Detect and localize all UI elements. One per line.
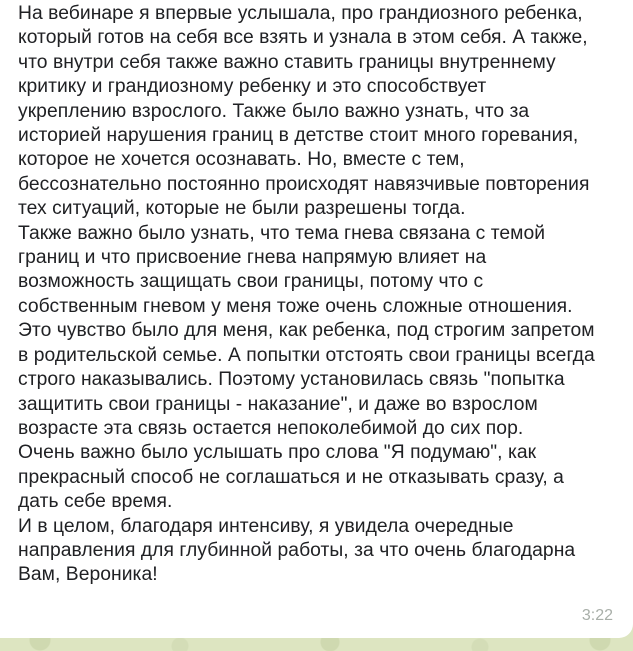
message-line: строго наказывались. Поэтому установилась связь "попытка (18, 369, 565, 391)
message-line: защитить свои границы - наказание", и даже во взрослом (18, 393, 538, 415)
message-line: прекрасный способ не соглашаться и не отказывать сразу, а (18, 466, 564, 488)
message-timestamp: 3:22 (581, 607, 613, 624)
message-text (18, 2, 615, 588)
message-line: И в целом, благодаря интенсиву, я увидела очередные (18, 515, 514, 537)
message-line: направления для глубинной работы, за что очень благодарна (18, 539, 576, 561)
message-line: тех ситуаций, которые не были разрешены тогда. (18, 198, 466, 220)
message-line: Это чувство было для меня, как ребенка, под строгим запретом (18, 320, 595, 342)
message-line: возможность защищать свои границы, потому что с (18, 271, 484, 293)
message-line: историей нарушения границ в детстве стоит много горевания, (18, 125, 579, 147)
message-line: укреплению взрослого. Также было важно узнать, что за (18, 100, 530, 122)
message-line: На вебинаре я впервые услышала, про грандиозного ребенка, (18, 3, 583, 24)
message-line: который готов на себя все взять и узнала в этом себя. А также, (18, 27, 588, 49)
message-line: возрасте эта связь остается непоколебимой до сих пор. (18, 417, 524, 439)
message-line: собственным гневом у меня тоже очень сложные отношения. (18, 295, 573, 317)
message-line: что внутри себя также важно ставить границы внутреннему (18, 51, 556, 73)
message-line: дать себе время. (18, 491, 173, 513)
message-line: Также важно было узнать, что тема гнева связана с темой (18, 222, 546, 244)
message-line: критику и грандиозному ребенку и это способствует (18, 76, 487, 98)
message-line: в родительской семье. А попытки отстоять свои границы всегда (18, 344, 595, 366)
message-line: которое не хочется осознавать. Но, вместе с тем, (18, 149, 465, 171)
message-line: границ и что присвоение гнева напрямую влияет на (18, 247, 487, 269)
message-line: Вам, Вероника! (18, 564, 158, 586)
message-line: Очень важно было услышать про слова "Я подумаю", как (18, 442, 537, 464)
message-line: бессознательно постоянно происходят навязчивые повторения (18, 173, 590, 195)
